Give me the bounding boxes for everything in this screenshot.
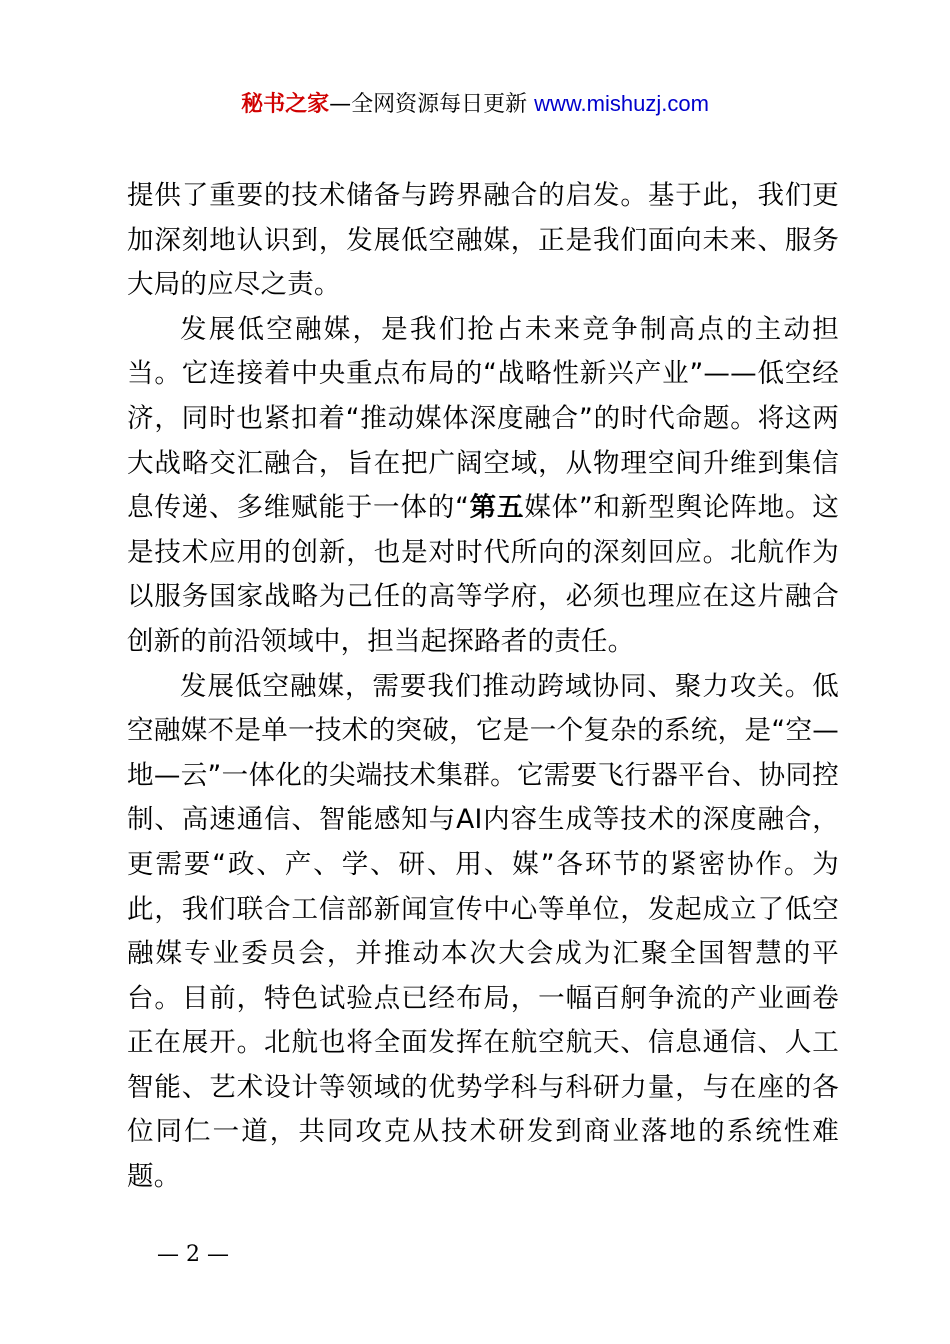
brand-name: 秘书之家 <box>241 92 330 117</box>
site-header <box>0 88 950 121</box>
emphasis-fifth: 第五 <box>469 492 525 524</box>
paragraph-1: 提供了重要的技术储备与跨界融合的启发。基于此，我们更加深刻地认识到，发展低空融媒，正是我们面向未来、服务大局的应尽之责。 <box>127 180 839 301</box>
paragraph-2-text-start: 发展低空融媒，是我们抢占未来竞争制高点的主动担当。它连接着中央重点布局的“战略性新兴产业”——低空经济，同时也紧扣着“推动媒体深度融合”的时代命题。将这两大战略交汇融合，旨在把广阔空域，从物理空间升维到集信息传递、多维赋能于一体的“ <box>127 313 839 524</box>
paragraph-2-text-end: 媒体”和新型舆论阵地。这是技术应用的创新，也是对时代所向的深刻回应。北航作为以服务国家战略为己任的高等学府，必须也理应在这片融合创新的前沿领域中，担当起探路者的责任。 <box>127 492 839 657</box>
header-tagline: —全网资源每日更新 <box>329 92 535 117</box>
paragraph-3: 发展低空融媒，需要我们推动跨域协同、聚力攻关。低空融媒不是单一技术的突破，它是一个复杂的系统，是“空—地—云”一体化的尖端技术集群。它需要飞行器平台、协同控制、高速通信、智能感知与AI内容生成等技术的深度融合，更需要“政、产、学、研、用、媒”各环节的紧密协作。为此，我们联合工信部新闻宣传中心等单位，发起成立了低空融媒专业委员会，并推动本次大会成为汇聚全国智慧的平台。目前，特色试验点已经布局，一幅百舸争流的产业画卷正在展开。北航也将全面发挥在航空航天、信息通信、人工智能、艺术设计等领域的优势学科与科研力量，与在座的各位同仁一道，共同攻克从技术研发到商业落地的系统性难题。 <box>127 670 839 1193</box>
site-url-link[interactable]: www.mishuzj.com <box>534 91 709 116</box>
document-body <box>127 174 839 1200</box>
page-number: — 2 — <box>157 1242 229 1267</box>
paragraph-2 <box>127 308 839 665</box>
